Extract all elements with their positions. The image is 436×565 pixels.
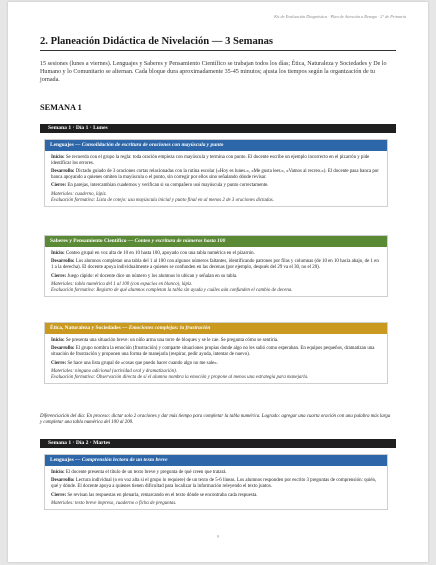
week-heading: SEMANA 1 bbox=[40, 103, 82, 112]
section-title: 2. Planeación Didáctica de Nivelación — 3 Semanas bbox=[40, 36, 396, 51]
card-topic: — Comprensión lectora de un texto breve bbox=[73, 457, 168, 463]
card-body bbox=[45, 466, 387, 509]
card-header bbox=[45, 455, 387, 466]
card-line-inicio: Inicio: Se recuerda con el grupo la regla: toda oración empieza con mayúscula y termina con punto. El docente escribe un ejemplo incorrecto en el pizarrón y pide identificar los errores. bbox=[51, 155, 370, 166]
card-header bbox=[45, 236, 387, 247]
card-header bbox=[45, 140, 387, 151]
card-header bbox=[45, 323, 387, 334]
card-area: Saberes y Pensamiento Científico bbox=[50, 238, 127, 244]
card-body bbox=[45, 247, 387, 296]
card-topic: — Consolidación de escritura de oraciones con mayúscula y punto bbox=[73, 142, 224, 148]
card-body bbox=[45, 151, 387, 206]
card-line-desarrollo: Desarrollo: El grupo nombra la emoción (frustración) y comparte situaciones propias donde algo no les salió como esperaban. En equipos pequeños, dramatizan una situación de frustración y proponen una forma de manejarla (respirar, pedir ayuda, intentar de nuevo). bbox=[51, 346, 375, 358]
card-line-cierre: Cierre: Juego rápido: el docente dice un número y los alumnos lo ubican y señalan en su tabla. bbox=[51, 273, 238, 279]
card-line-inicio: Inicio: El docente presenta el título de un texto breve y pregunta de qué creen que tratará. bbox=[51, 470, 227, 475]
card-line-desarrollo: Desarrollo: Lectura individual (o en voz alta si el grupo lo requiere) de un texto de 5-6 líneas. Los alumnos responden por escrito 3 preguntas de comprensión: quién, qué y dónde. El docente apoya a quienes tienen dificultad para localizar la información releyendo el texto juntos. bbox=[51, 478, 377, 490]
activity-card-saberes bbox=[44, 235, 388, 297]
card-area: Lenguajes bbox=[50, 457, 74, 463]
document-page bbox=[8, 2, 428, 562]
card-evaluation: Evaluación formativa: Observación directa de si el alumno nombra la emoción y propone al menos una estrategia para manejarla. bbox=[51, 374, 309, 380]
card-evaluation: Evaluación formativa: Registro de qué alumnos completan la tabla sin ayuda y cuáles aún confunden el cambio de decena. bbox=[51, 287, 293, 293]
card-materials: Materiales: tabla numérica del 1 al 100 (con espacios en blanco), lápiz. bbox=[51, 281, 193, 287]
differentiation-note: Diferenciación del día: En proceso: dictar solo 2 oraciones y dar más tiempo para completar la tabla numérica. Logrado: agregar una cuarta oración con una palabra más larga y completar una tabla numérica del 100 al 200. bbox=[40, 414, 391, 426]
card-line-cierre: Cierre: Se revisan las respuestas en plenaria, remarcando en el texto dónde se encontraba cada respuesta. bbox=[51, 492, 258, 498]
card-line-desarrollo: Desarrollo: Los alumnos completan una tabla del 1 al 100 con algunos números faltantes, identificando patrones por filas y columnas (de 10 en 10 hacia abajo, de 1 en 1 a la derecha). El docente apoya individualmente a quienes se confunden en las decenas (por ejemplo, después del 29 va el 30, no el 20). bbox=[51, 259, 379, 271]
card-area: Lenguajes bbox=[50, 142, 74, 148]
card-materials: Materiales: cuaderno, lápiz. bbox=[51, 191, 107, 197]
card-topic: — Emociones complejas: la frustración bbox=[120, 325, 211, 331]
card-line-inicio: Inicio: Conteo grupal en voz alta de 10 en 10 hasta 100, apoyado con una tabla numérica en el pizarrón. bbox=[51, 251, 255, 256]
card-topic: — Conteo y escritura de números hasta 100 bbox=[126, 238, 226, 244]
card-materials: Materiales: texto breve impreso, cuaderno o ficha de preguntas. bbox=[51, 500, 177, 506]
card-line-cierre: Cierre: Se hace una lista grupal de «cosas que puedo hacer cuando algo no me sale». bbox=[51, 360, 218, 366]
card-materials: Materiales: ninguno adicional (actividad oral y dramatización). bbox=[51, 368, 177, 374]
page-number: 9 bbox=[216, 534, 220, 539]
card-line-cierre: Cierre: En parejas, intercambian cuadernos y verifican si su compañero usó mayúscula y punto correctamente. bbox=[51, 183, 269, 189]
card-evaluation: Evaluación formativa: Lista de cotejo: usa mayúscula inicial y punto final en al menos 2 de 3 oraciones dictadas. bbox=[51, 197, 274, 203]
intro-paragraph: 15 sesiones (lunes a viernes). Lenguajes y Saberes y Pensamiento Científico se trabajan todos los días; Ética, Naturaleza y Sociedades y De lo Humano y lo Comunitario se alternan. Cada bloque dura aproximadamente 35-45 minutos; ajusta los tiempos según la organización de tu jornada. bbox=[40, 61, 387, 84]
card-line-desarrollo: Desarrollo: Dictado guiado de 3 oraciones cortas relacionadas con la rutina escolar («Hoy es lunes.», «Me gusta leer.», «Vamos al recreo.»). El docente pasa banca por banca apoyando a quienes omiten la mayúscula o el punto, sin corregir por ellos sino señalando dónde revisar. bbox=[51, 169, 379, 181]
activity-card-lenguajes-2 bbox=[44, 454, 388, 510]
day-header-1: Semana 1 · Día 1 · Lunes bbox=[40, 124, 396, 133]
card-area: Ética, Naturaleza y Sociedades bbox=[50, 325, 121, 331]
activity-card-etica bbox=[44, 322, 388, 384]
card-line-inicio: Inicio: Se presenta una situación breve: un niño arma una torre de bloques y se le cae. Se pregunta cómo se sentiría. bbox=[51, 338, 279, 343]
day-header-2: Semana 1 · Día 2 · Martes bbox=[40, 439, 396, 448]
card-body bbox=[45, 334, 387, 383]
activity-card-lenguajes bbox=[44, 139, 388, 207]
running-header: Kit de Evaluación Diagnóstica · Plan de Atención a Rezago · 2° de Primaria bbox=[274, 14, 406, 19]
